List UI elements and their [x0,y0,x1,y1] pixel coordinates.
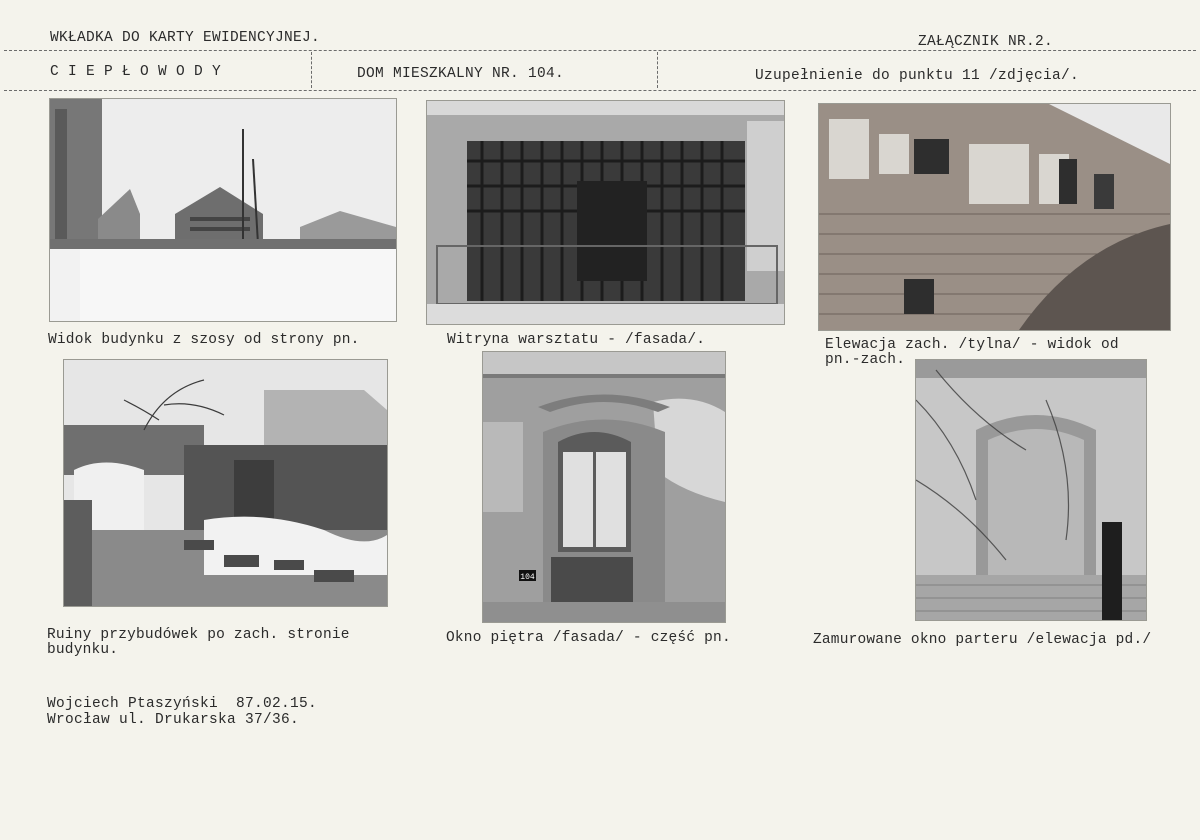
attachment-label: ZAŁĄCZNIK NR.2. [918,34,1054,50]
photo-upper-window [483,352,725,622]
photo-workshop-window [427,101,784,324]
photo-upper-window-caption: Okno piętra /fasada/ - część pn. [446,630,731,646]
header-divider-1 [311,52,312,88]
header-divider-2 [657,52,658,88]
photo-street-view [50,99,396,321]
supplement-note: Uzupełnienie do punktu 11 /zdjęcia/. [755,68,1080,84]
card-title: WKŁADKA DO KARTY EWIDENCYJNEJ. [50,30,321,46]
author-address: Wrocław ul. Drukarska 37/36. [47,712,300,728]
photo-street-view-caption: Widok budynku z szosy od strony pn. [48,332,360,348]
photo-workshop-window-caption: Witryna warsztatu - /fasada/. [447,332,706,348]
photo-ruins-caption: Ruiny przybudówek po zach. stronie budynku. [47,627,350,658]
photo-ruins [64,360,387,606]
author-and-date: Wojciech Ptaszyński 87.02.15. [47,696,318,712]
building-label: DOM MIESZKALNY NR. 104. [357,66,565,82]
house-number-plate: 104 [520,573,535,582]
photo-rear-elevation [819,104,1170,330]
header-divider-top [4,50,1196,51]
category-label: C I E P Ł O W O D Y [50,64,222,80]
header-divider-bottom [4,90,1196,91]
photo-bricked-window [916,360,1146,620]
photo-bricked-window-caption: Zamurowane okno parteru /elewacja pd./ [813,632,1152,648]
photo-rear-elevation-caption: Elewacja zach. /tylna/ - widok od pn.-zach. [825,337,1119,368]
